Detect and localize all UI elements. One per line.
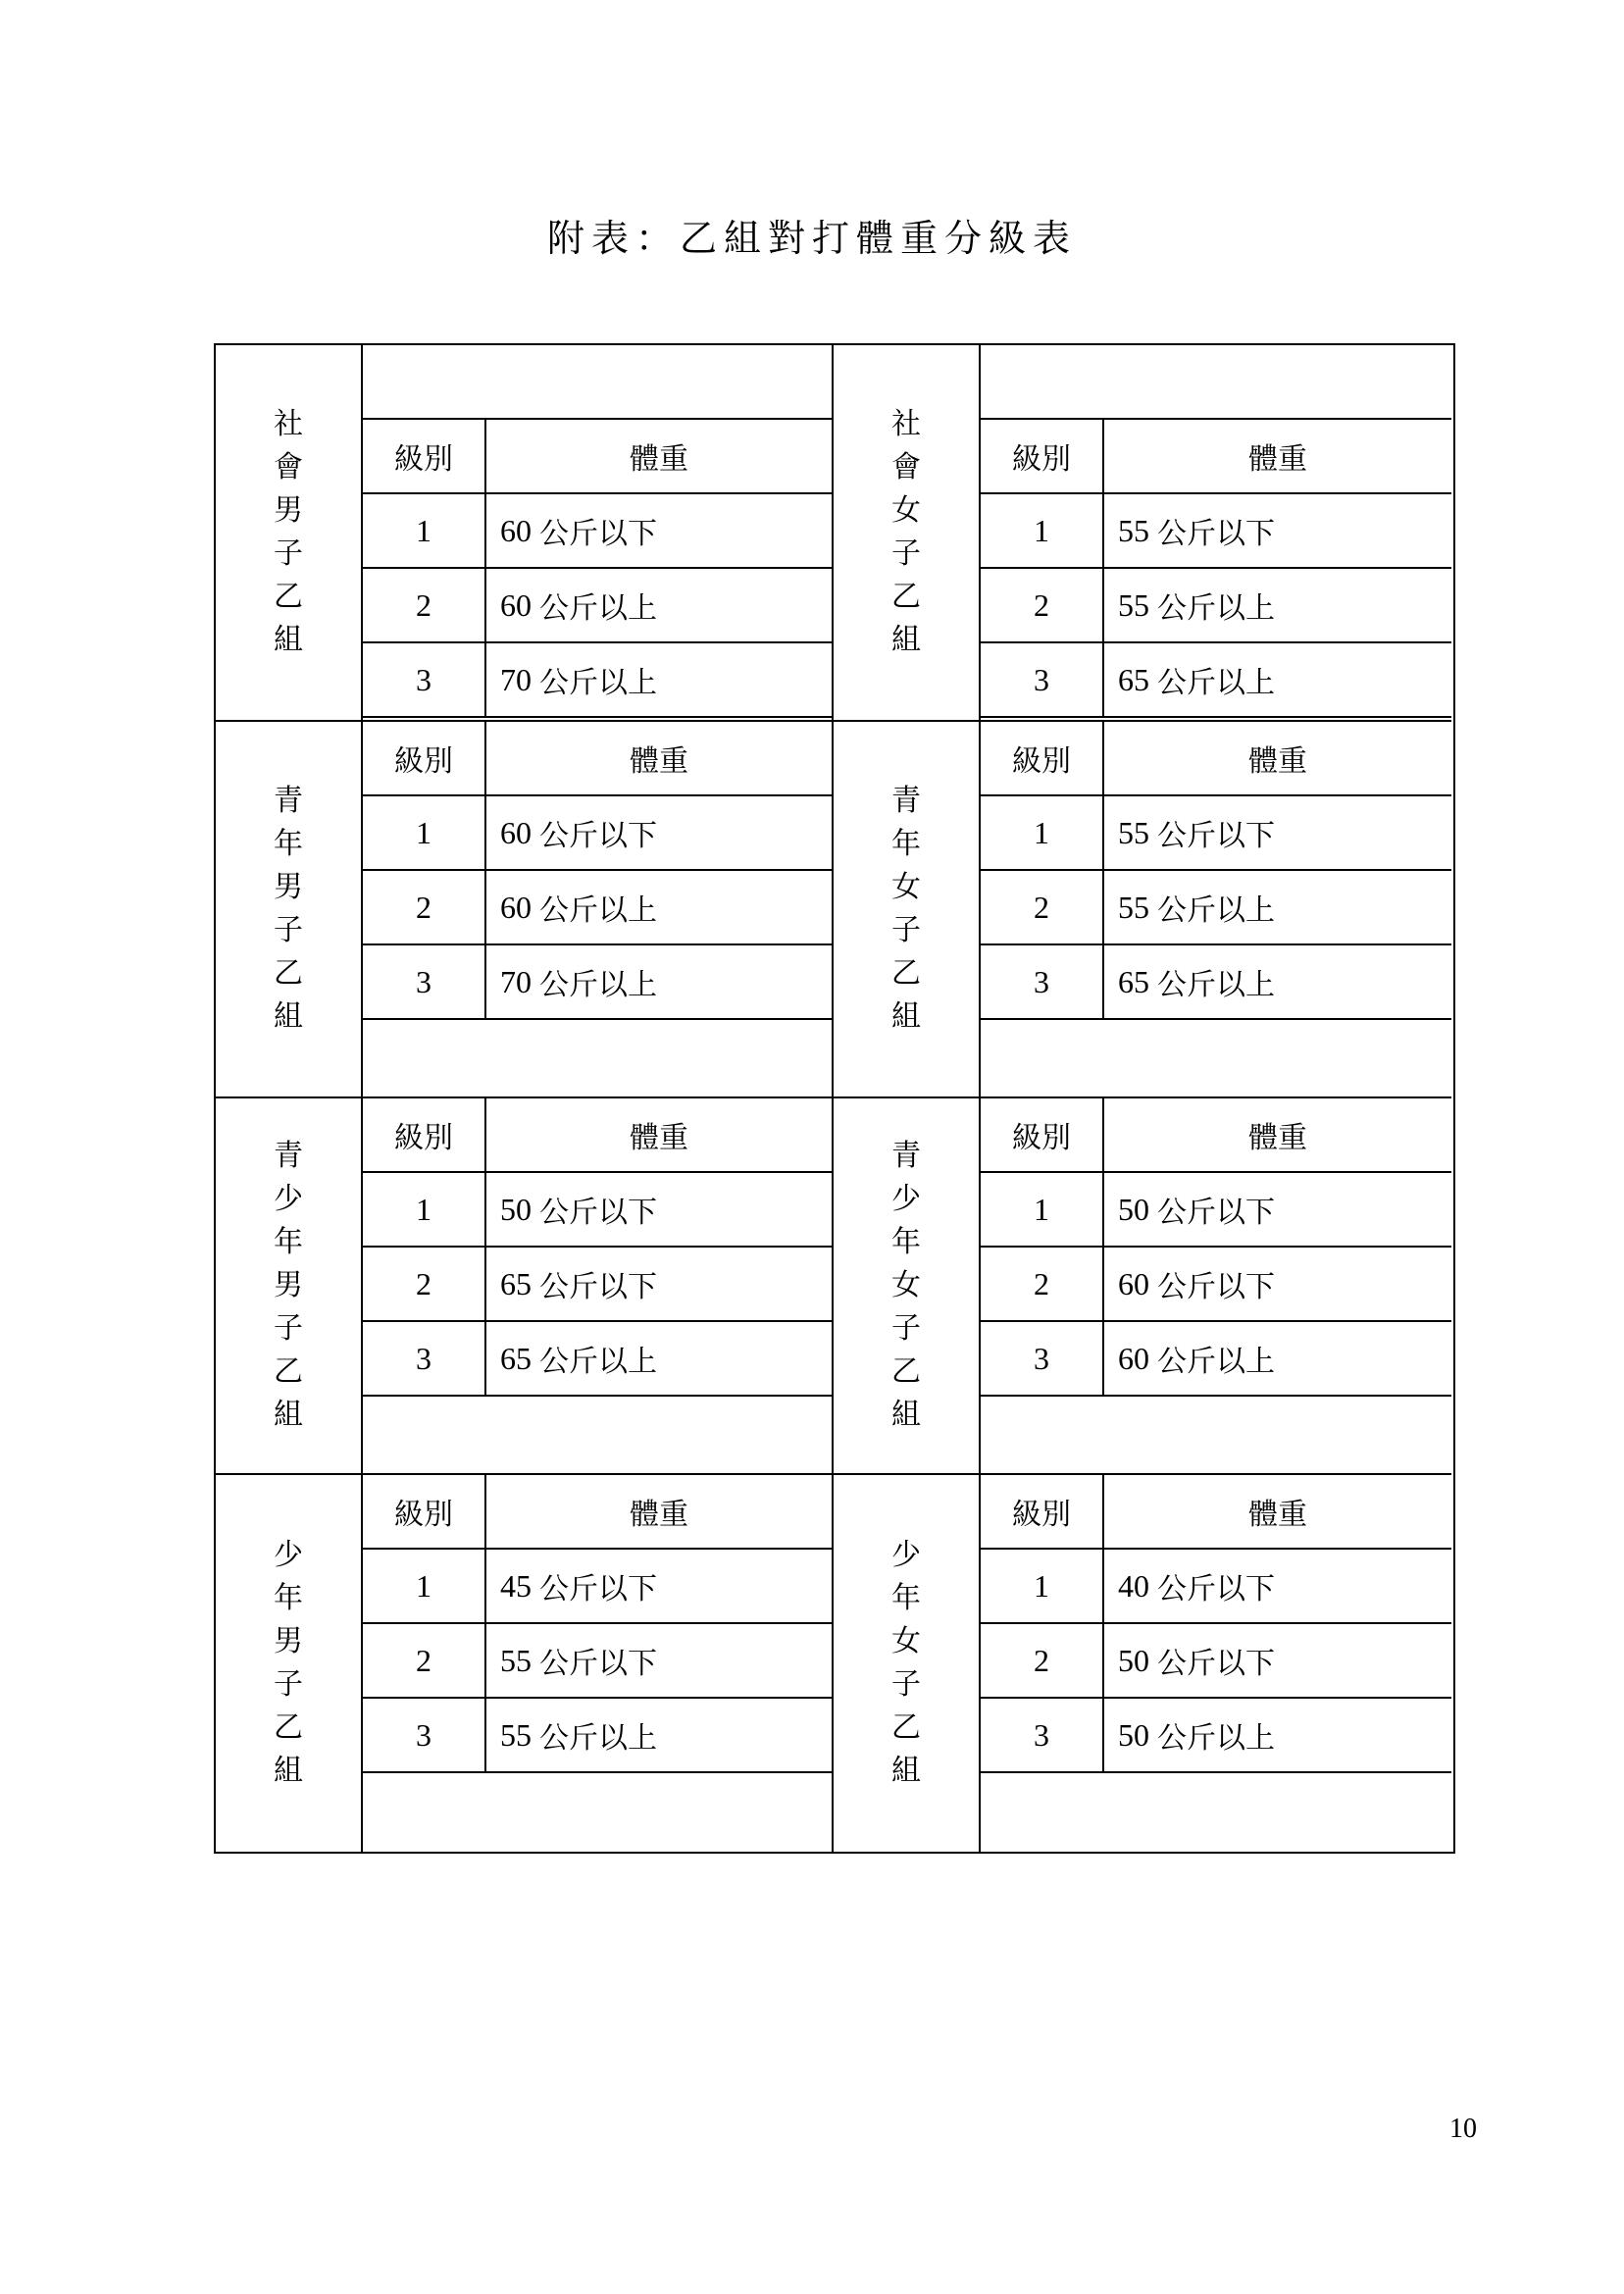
weight-value: 60 [500,512,532,548]
level-header: 級別 [981,1098,1104,1171]
level-cell: 3 [981,643,1104,716]
group-block [834,722,1451,1098]
level-cell: 3 [981,1699,1104,1771]
group-label [834,345,981,720]
group-label [834,1098,981,1473]
level-header: 級別 [981,722,1104,794]
level-cell: 1 [981,796,1104,869]
weight-unit: 公斤以上 [539,968,657,1002]
level-cell: 1 [363,1550,486,1622]
group-label [216,345,363,720]
weight-value: 65 [500,1265,532,1301]
group-rows [363,722,832,1096]
table-row [363,1699,832,1773]
weight-unit: 公斤以上 [539,591,657,626]
weight-cell [1104,569,1451,641]
table-row [363,1248,832,1322]
level-header: 級別 [363,420,486,492]
group-rows [363,345,832,720]
weight-cell [486,494,832,567]
empty-row [981,345,1451,420]
level-cell: 2 [981,1248,1104,1320]
weight-unit: 公斤以上 [1157,893,1275,928]
level-cell: 3 [981,945,1104,1018]
table-row [981,796,1451,871]
table-row [363,1624,832,1699]
weight-value: 50 [1118,1191,1149,1227]
weight-value: 50 [500,1191,532,1227]
weight-header: 體重 [1248,442,1307,477]
weight-unit: 公斤以下 [539,1270,657,1304]
header-row [981,1098,1451,1173]
weight-unit: 公斤以上 [539,1345,657,1379]
weight-cell [1104,1550,1451,1622]
level-header: 級別 [981,1475,1104,1548]
table-row [981,494,1451,569]
table-row [981,643,1451,718]
weight-value: 50 [1118,1642,1149,1678]
weight-unit: 公斤以上 [1157,1345,1275,1379]
weight-unit: 公斤以下 [1157,1647,1275,1681]
level-cell: 1 [363,494,486,567]
weight-unit: 公斤以上 [539,1721,657,1756]
weight-cell [1104,1322,1451,1395]
group-block [834,1475,1451,1852]
weight-cell [1104,1173,1451,1246]
level-cell: 2 [363,1248,486,1320]
table-row [363,1322,832,1397]
weight-class-table [214,343,1455,1854]
header-row [981,722,1451,796]
weight-cell [1104,871,1451,943]
weight-unit: 公斤以上 [1157,1721,1275,1756]
level-cell: 2 [363,1624,486,1697]
weight-header: 體重 [630,744,688,779]
group-block [216,1475,834,1852]
weight-cell [486,1322,832,1395]
level-cell: 3 [981,1322,1104,1395]
table-row [981,871,1451,945]
weight-cell [486,1248,832,1320]
weight-value: 55 [1118,814,1149,850]
table-row [363,494,832,569]
weight-value: 65 [500,1340,532,1376]
weight-value: 65 [1118,661,1149,697]
group-label [216,722,363,1096]
table-row [981,1550,1451,1624]
level-cell: 3 [363,643,486,716]
weight-value: 55 [1118,512,1149,548]
level-cell: 1 [363,1173,486,1246]
weight-unit: 公斤以下 [1157,517,1275,551]
table-row [981,1322,1451,1397]
table-row [981,1699,1451,1773]
level-header: 級別 [363,722,486,794]
weight-cell [1104,494,1451,567]
weight-unit: 公斤以上 [539,893,657,928]
table-row [363,643,832,718]
level-cell: 1 [981,1173,1104,1246]
weight-unit: 公斤以下 [539,1572,657,1606]
level-cell: 2 [363,569,486,641]
weight-unit: 公斤以下 [539,819,657,853]
weight-value: 65 [1118,963,1149,999]
weight-cell [1104,643,1451,716]
group-label [216,1475,363,1852]
group-block [216,1098,834,1475]
group-label [834,722,981,1096]
group-name: 社會女子乙組 [891,407,921,657]
group-rows [981,1475,1451,1852]
group-name: 青年女子乙組 [891,784,921,1034]
empty-row [363,345,832,420]
level-cell: 2 [363,871,486,943]
level-cell: 3 [363,945,486,1018]
header-row [363,420,832,494]
weight-value: 70 [500,661,532,697]
group-name: 社會男子乙組 [274,407,303,657]
level-cell: 3 [363,1322,486,1395]
weight-unit: 公斤以下 [539,517,657,551]
weight-value: 55 [500,1642,532,1678]
weight-cell [486,569,832,641]
table-row [363,569,832,643]
weight-cell [1104,1624,1451,1697]
page-number: 10 [1449,2114,1477,2144]
weight-cell [486,871,832,943]
weight-header: 體重 [1248,1498,1307,1532]
table-row [363,945,832,1020]
weight-header: 體重 [630,1121,688,1155]
level-header: 級別 [363,1098,486,1171]
weight-cell [486,643,832,716]
weight-value: 70 [500,963,532,999]
weight-header: 體重 [630,1498,688,1532]
table-row [363,796,832,871]
table-row [981,569,1451,643]
weight-value: 60 [500,889,532,925]
weight-value: 50 [1118,1716,1149,1753]
group-name: 少年男子乙組 [274,1538,303,1788]
table-row [981,945,1451,1020]
weight-unit: 公斤以上 [1157,591,1275,626]
weight-header: 體重 [1248,744,1307,779]
level-header: 級別 [981,420,1104,492]
group-block [216,345,834,722]
weight-cell [1104,1248,1451,1320]
weight-cell [1104,796,1451,869]
weight-unit: 公斤以下 [539,1196,657,1230]
group-block [834,1098,1451,1475]
group-block [834,345,1451,722]
group-name: 青年男子乙組 [274,784,303,1034]
group-name: 青少年女子乙組 [891,1139,921,1432]
group-rows [363,1475,832,1852]
table-row [981,1624,1451,1699]
weight-value: 60 [500,586,532,623]
weight-value: 60 [1118,1265,1149,1301]
level-cell: 1 [981,1550,1104,1622]
group-rows [363,1098,832,1473]
weight-cell [486,796,832,869]
group-label [834,1475,981,1852]
weight-value: 55 [500,1716,532,1753]
weight-cell [486,1699,832,1771]
group-label [216,1098,363,1473]
weight-unit: 公斤以下 [1157,1572,1275,1606]
level-cell: 1 [981,494,1104,567]
level-cell: 3 [363,1699,486,1771]
weight-unit: 公斤以上 [1157,968,1275,1002]
weight-value: 40 [1118,1567,1149,1604]
level-cell: 2 [981,1624,1104,1697]
weight-cell [486,1550,832,1622]
header-row [981,1475,1451,1550]
table-row [363,871,832,945]
weight-cell [486,1173,832,1246]
weight-cell [1104,945,1451,1018]
level-cell: 2 [981,871,1104,943]
weight-cell [1104,1699,1451,1771]
level-cell: 1 [363,796,486,869]
weight-cell [486,1624,832,1697]
table-row [363,1550,832,1624]
level-cell: 2 [981,569,1104,641]
weight-value: 55 [1118,586,1149,623]
header-row [981,420,1451,494]
group-block [216,722,834,1098]
weight-value: 60 [500,814,532,850]
table-row [981,1248,1451,1322]
header-row [363,1098,832,1173]
weight-unit: 公斤以下 [539,1647,657,1681]
weight-header: 體重 [630,442,688,477]
group-name: 少年女子乙組 [891,1538,921,1788]
header-row [363,1475,832,1550]
group-rows [981,1098,1451,1473]
group-rows [981,345,1451,720]
table-row [363,1173,832,1248]
level-header: 級別 [363,1475,486,1548]
page-title: 附表：乙組對打體重分級表 [546,217,1077,260]
weight-unit: 公斤以上 [1157,666,1275,700]
header-row [363,722,832,796]
weight-unit: 公斤以下 [1157,1270,1275,1304]
weight-unit: 公斤以上 [539,666,657,700]
weight-value: 55 [1118,889,1149,925]
group-rows [981,722,1451,1096]
weight-value: 45 [500,1567,532,1604]
weight-unit: 公斤以下 [1157,819,1275,853]
group-name: 青少年男子乙組 [274,1139,303,1432]
weight-unit: 公斤以下 [1157,1196,1275,1230]
weight-cell [486,945,832,1018]
weight-value: 60 [1118,1340,1149,1376]
weight-header: 體重 [1248,1121,1307,1155]
table-row [981,1173,1451,1248]
